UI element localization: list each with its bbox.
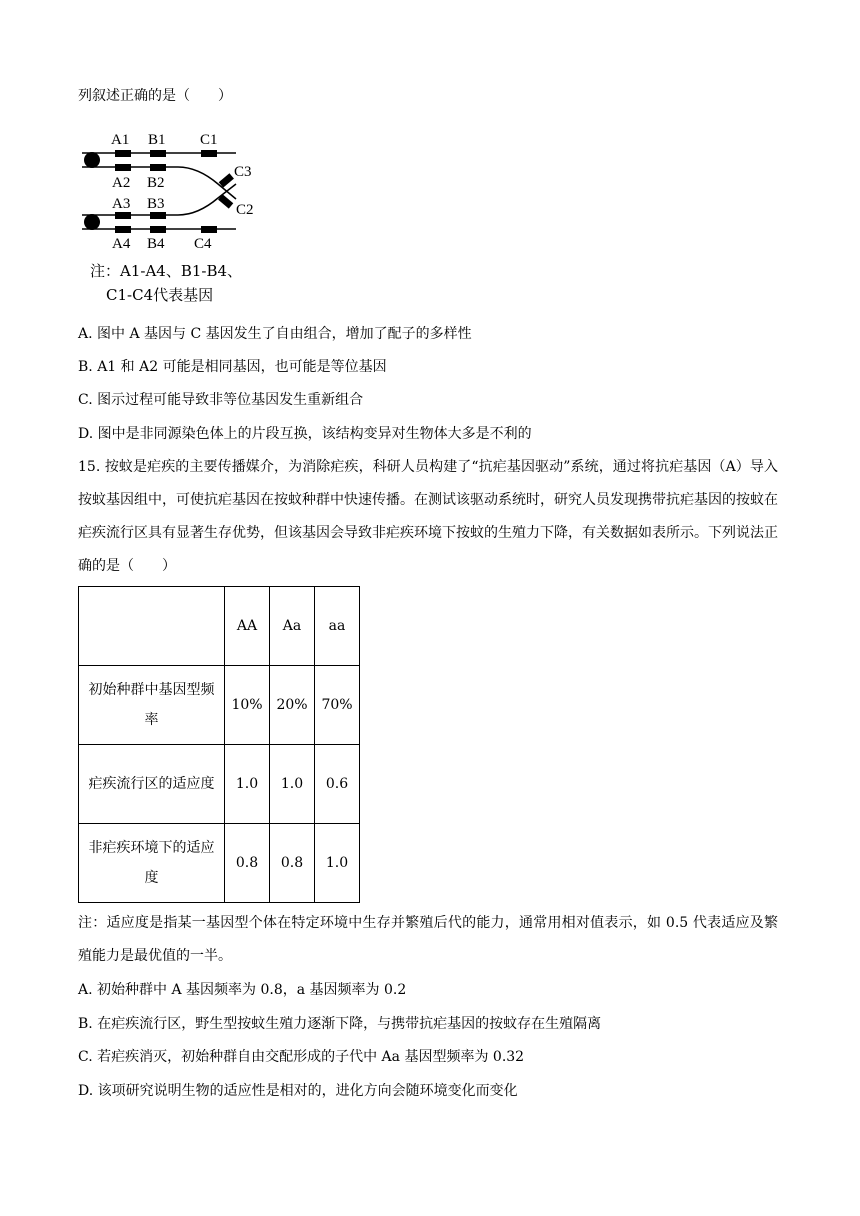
question-15 xyxy=(78,451,778,583)
gene-label: A4 xyxy=(112,236,131,252)
option-c: C. 图示过程可能导致非等位基因发生重新组合 xyxy=(78,392,364,408)
option-b: B. A1 和 A2 可能是相同基因，也可能是等位基因 xyxy=(78,359,387,375)
gene-label: C4 xyxy=(194,236,212,252)
question-stem-tail: 列叙述正确的是（ ） xyxy=(78,88,232,104)
table-cell: 20% xyxy=(270,666,315,745)
centromere-icon xyxy=(84,152,100,168)
table-cell: 1.0 xyxy=(270,745,315,824)
table-row xyxy=(79,666,360,745)
option-a: A. 初始种群中 A 基因频率为 0.8，a 基因频率为 0.2 xyxy=(78,982,407,998)
table-cell: 非疟疾环境下的适应度 xyxy=(79,824,225,903)
table-cell: 初始种群中基因型频率 xyxy=(79,666,225,745)
gene-label: C1 xyxy=(200,132,218,148)
table-note-block xyxy=(78,907,778,973)
option-d: D. 该项研究说明生物的适应性是相对的，进化方向会随环境变化而变化 xyxy=(78,1083,518,1099)
table-header-row xyxy=(79,587,360,666)
gene-label: B4 xyxy=(147,236,165,252)
table-cell: 70% xyxy=(315,666,360,745)
table-cell: 1.0 xyxy=(315,824,360,903)
chromosome-exchange-diagram xyxy=(78,124,278,314)
option-d: D. 图中是非同源染色体上的片段互换，该结构变异对生物体大多是不利的 xyxy=(78,426,532,442)
table-cell: 疟疾流行区的适应度 xyxy=(79,745,225,824)
gene-label: C2 xyxy=(236,202,254,218)
gene-label: A3 xyxy=(112,196,131,212)
gene-label: B2 xyxy=(147,175,165,191)
option-c: C. 若疟疾消灭，初始种群自由交配形成的子代中 Aa 基因型频率为 0.32 xyxy=(78,1049,525,1065)
option-b: B. 在疟疾流行区，野生型按蚊生殖力逐渐下降，与携带抗疟基因的按蚊存在生殖隔离 xyxy=(78,1016,602,1032)
table-note: 注：适应度是指某一基因型个体在特定环境中生存并繁殖后代的能力，通常用相对值表示，如 0.5 代表适应及繁殖能力是最优值的一半。 xyxy=(78,915,778,964)
gene-label: A2 xyxy=(112,175,131,191)
fitness-table xyxy=(78,586,360,903)
table-row xyxy=(79,745,360,824)
gene-label: B1 xyxy=(148,132,166,148)
question-stem: 15. 按蚊是疟疾的主要传播媒介，为消除疟疾，科研人员构建了“抗疟基因驱动”系统，通过将抗疟基因（A）导入按蚊基因组中，可使抗疟基因在按蚊种群中快速传播。在测试该驱动系统时，研究人员发现携带抗疟基因的按蚊在疟疾流行区具有显著生存优势，但该基因会导致非疟疾环境下按蚊的生殖力下降，有关数据如表所示。下列说法正确的是（ ） xyxy=(78,459,778,574)
table-header-cell: Aa xyxy=(270,587,315,666)
table-cell: 0.6 xyxy=(315,745,360,824)
gene-label: B3 xyxy=(147,196,165,212)
option-a: A. 图中 A 基因与 C 基因发生了自由组合，增加了配子的多样性 xyxy=(78,326,472,342)
diagram-note: C1-C4代表基因 xyxy=(106,286,214,304)
table-cell: 10% xyxy=(225,666,270,745)
table-header-cell xyxy=(79,587,225,666)
gene-label: A1 xyxy=(111,132,130,148)
table-cell: 0.8 xyxy=(225,824,270,903)
table-header-cell: AA xyxy=(225,587,270,666)
gene-label: C3 xyxy=(234,164,252,180)
table-cell: 0.8 xyxy=(270,824,315,903)
centromere-icon xyxy=(84,214,100,230)
diagram-note: 注：A1-A4、B1-B4、 xyxy=(90,262,243,280)
table-row xyxy=(79,824,360,903)
table-cell: 1.0 xyxy=(225,745,270,824)
table-header-cell: aa xyxy=(315,587,360,666)
